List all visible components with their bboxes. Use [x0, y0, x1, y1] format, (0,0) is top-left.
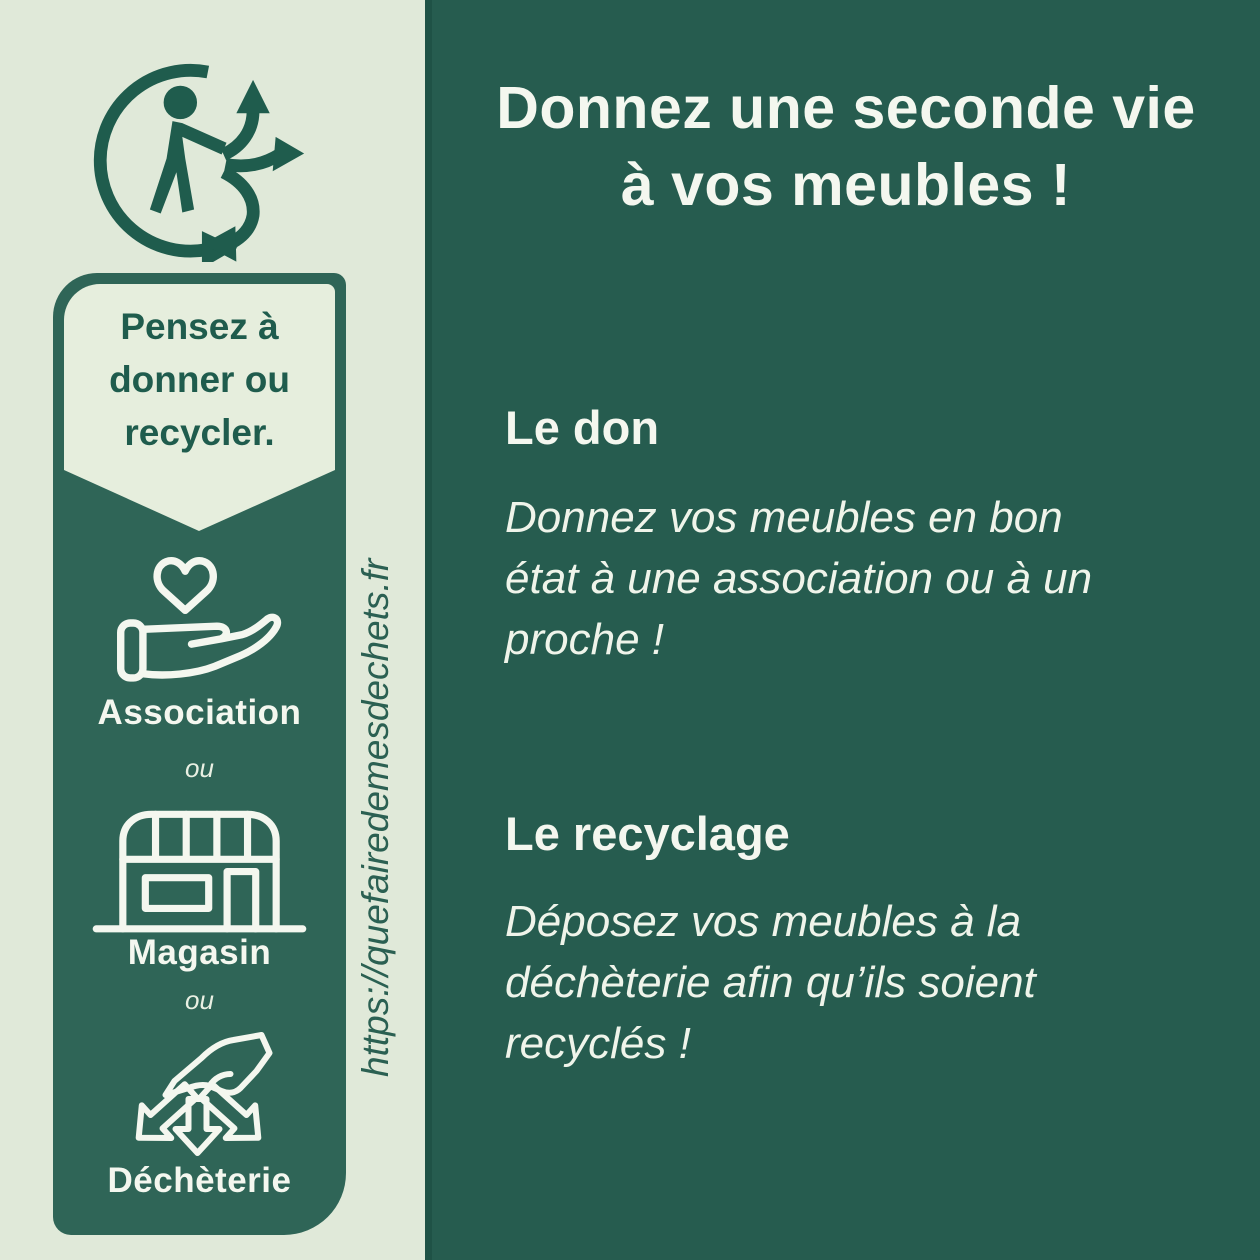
title-line-2: à vos meubles ! [620, 152, 1072, 218]
badge-line-3: recycler. [124, 411, 275, 453]
page-title [432, 70, 1260, 224]
sidebar-panel [53, 273, 346, 1235]
website-url-vertical: https://quefairedemesdechets.fr [355, 558, 396, 1077]
title-line-1: Donnez une seconde vie [496, 75, 1196, 141]
association-label: Association [97, 693, 302, 732]
don-body-line-2: état à une association ou à un [505, 554, 1093, 603]
reminder-badge [64, 284, 335, 470]
hand-drop-sort-icon [53, 1021, 346, 1171]
main-panel [425, 0, 1260, 1260]
separator-ou-2: ou [185, 985, 214, 1015]
magasin-label: Magasin [127, 933, 272, 972]
section-body-recyclage [505, 891, 1036, 1074]
storefront-icon [53, 798, 346, 936]
triman-recycling-logo [86, 50, 312, 262]
sidebar-item-decheterie [53, 1161, 346, 1201]
don-body-line-1: Donnez vos meubles en bon [505, 493, 1063, 542]
recyclage-body-line-3: recyclés ! [505, 1019, 691, 1068]
recyclage-body-line-1: Déposez vos meubles à la [505, 897, 1022, 946]
badge-line-1: Pensez à [120, 305, 279, 347]
badge-line-2: donner ou [109, 358, 290, 400]
section-heading-recyclage: Le recyclage [505, 807, 790, 860]
heart-in-hand-icon [53, 549, 346, 697]
section-heading-don: Le don [505, 401, 660, 454]
section-body-don [505, 487, 1092, 670]
don-body-line-3: proche ! [505, 615, 664, 664]
sidebar-item-magasin [53, 933, 346, 973]
separator-ou-1: ou [185, 753, 214, 783]
badge-chevron-pointer [64, 470, 335, 531]
sidebar-item-association [53, 693, 346, 733]
decheterie-label: Déchèterie [107, 1161, 292, 1200]
recyclage-body-line-2: déchèterie afin qu’ils soient [505, 958, 1036, 1007]
reminder-badge-text [109, 296, 290, 459]
